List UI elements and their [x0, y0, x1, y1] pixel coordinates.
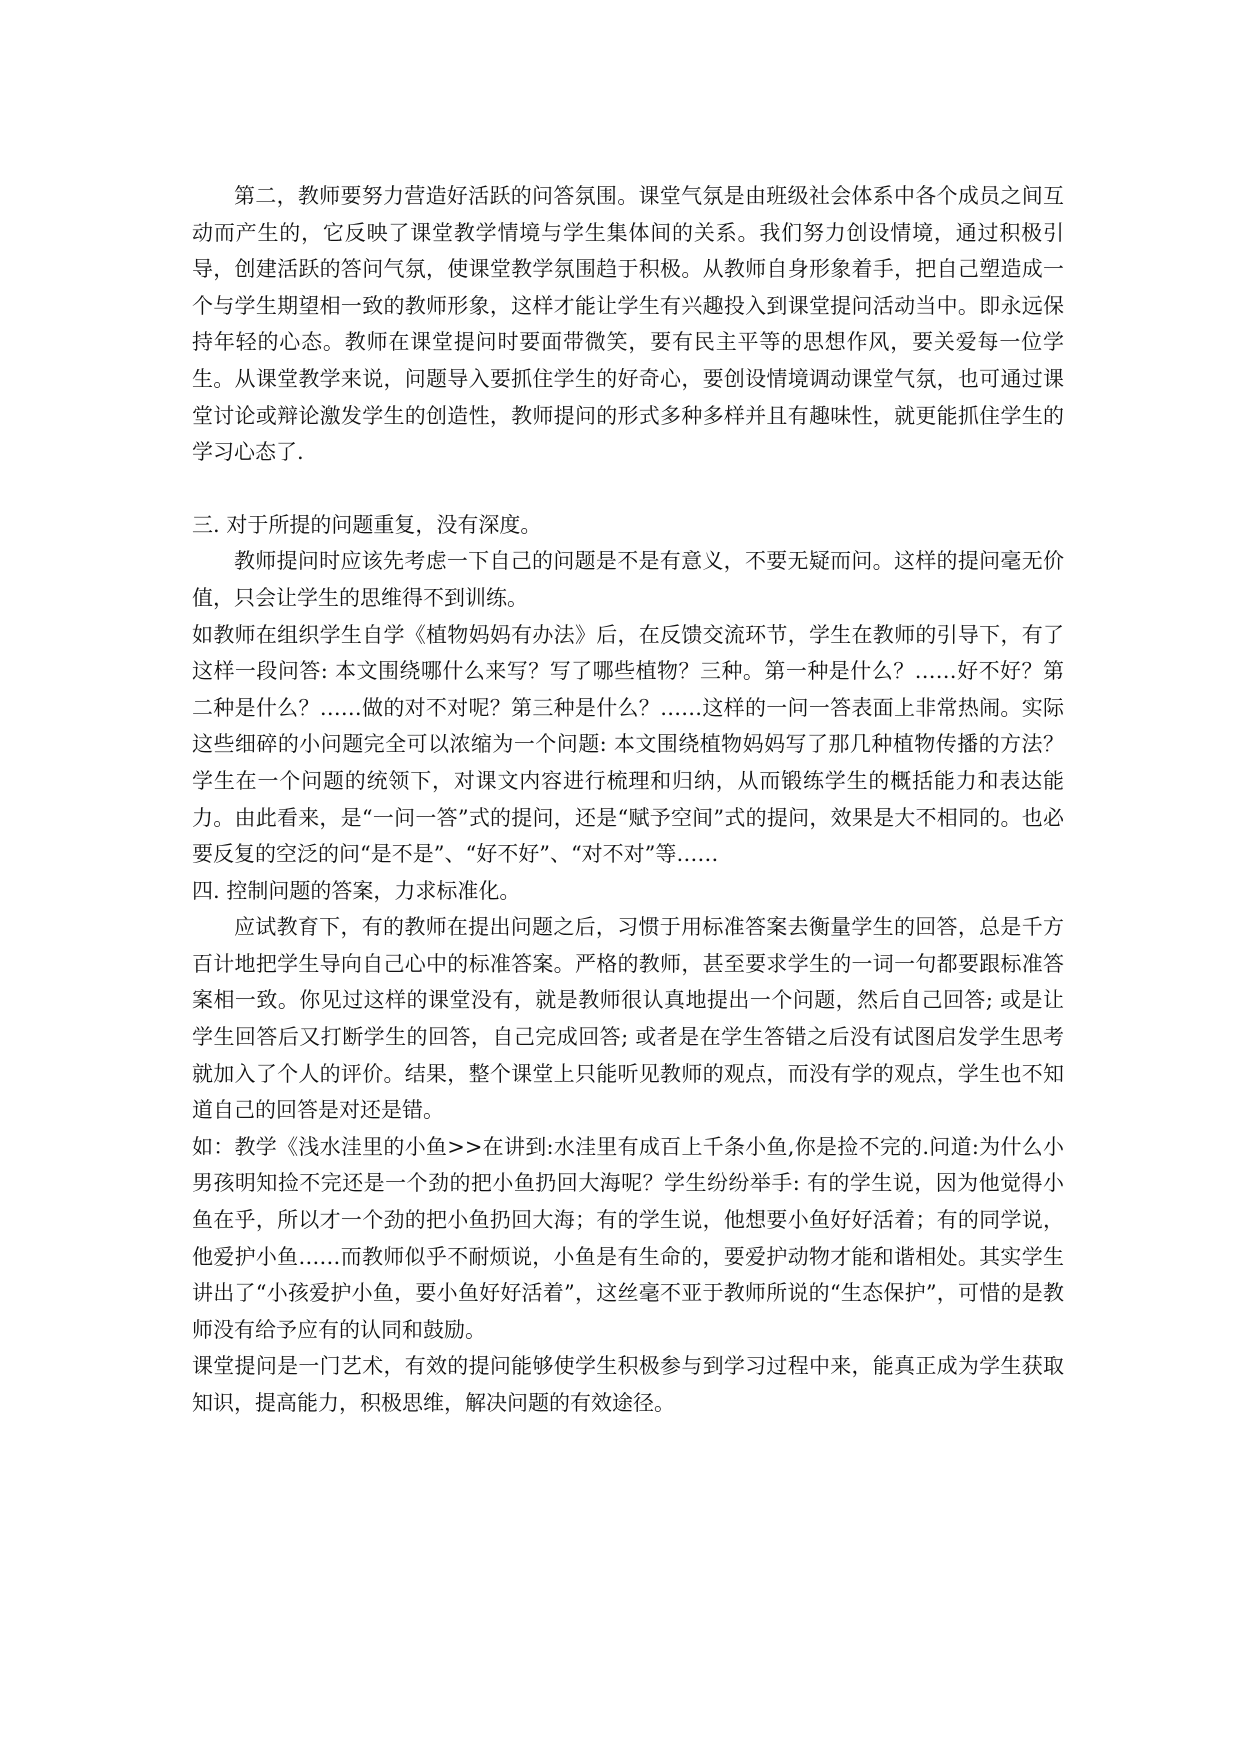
section-heading-four: 四. 控制问题的答案，力求标准化。	[192, 878, 521, 903]
paragraph-meaningful-questions: 教师提问时应该先考虑一下自己的问题是不是有意义，不要无疑而问。这样的提问毫无价值，只会让学生的思维得不到训练。	[192, 549, 1064, 610]
section-heading-three: 三. 对于所提的问题重复，没有深度。	[192, 512, 542, 537]
document-body	[192, 178, 1064, 1422]
paragraph-spacer	[192, 471, 1064, 507]
paragraph-fish-example: 如：教学《浅水洼里的小鱼>>在讲到:水洼里有成百上千条小鱼,你是捡不完的.问道:为什么小男孩明知捡不完还是一个劲的把小鱼扔回大海呢？学生纷纷举手: 有的学生说，因为他觉得小鱼在乎，所以才一个劲的把小鱼扔回大海；有的学生说，他想要小鱼好好活着；有的同学说，他爱护小鱼……而教师似乎不耐烦说，小鱼是有生命的，要爱护动物才能和谐相处。其实学生讲出了“小孩爱护小鱼，要小鱼好好活着”，这丝毫不亚于教师所说的“生态保护”，可惜的是教师没有给予应有的认同和鼓励。	[192, 1134, 1064, 1342]
paragraph-plant-example: 如教师在组织学生自学《植物妈妈有办法》后，在反馈交流环节，学生在教师的引导下，有了这样一段问答: 本文围绕哪什么来写？写了哪些植物？三种。第一种是什么？……好不好？第二种是什么？……做的对不对呢？第三种是什么？……这样的一问一答表面上非常热闹。实际这些细碎的小问题完全可以浓缩为一个问题: 本文围绕植物妈妈写了那几种植物传播的方法？学生在一个问题的统领下，对课文内容进行梳理和归纳，从而锻练学生的概括能力和表达能力。由此看来，是“一问一答”式的提问，还是“赋予空间”式的提问，效果是大不相同的。也必要反复的空泛的问“是不是”、“好不好”、“对不对”等……	[192, 622, 1064, 867]
paragraph-standard-answers: 应试教育下，有的教师在提出问题之后，习惯于用标准答案去衡量学生的回答，总是千方百计地把学生导向自己心中的标准答案。严格的教师，甚至要求学生的一词一句都要跟标准答案相一致。你见过这样的课堂没有，就是教师很认真地提出一个问题，然后自己回答; 或是让学生回答后又打断学生的回答，自己完成回答; 或者是在学生答错之后没有试图启发学生思考就加入了个人的评价。结果，整个课堂上只能听见教师的观点，而没有学的观点，学生也不知道自己的回答是对还是错。	[192, 915, 1064, 1123]
paragraph-atmosphere: 第二，教师要努力营造好活跃的问答氛围。课堂气氛是由班级社会体系中各个成员之间互动而产生的，它反映了课堂教学情境与学生集体间的关系。我们努力创设情境，通过积极引导，创建活跃的答问气氛，使课堂教学氛围趋于积极。从教师自身形象着手，把自己塑造成一个与学生期望相一致的教师形象，这样才能让学生有兴趣投入到课堂提问活动当中。即永远保持年轻的心态。教师在课堂提问时要面带微笑，要有民主平等的思想作风，要关爱每一位学生。从课堂教学来说，问题导入要抓住学生的好奇心，要创设情境调动课堂气氛，也可通过课堂讨论或辩论激发学生的创造性，教师提问的形式多种多样并且有趣味性，就更能抓住学生的学习心态了.	[192, 184, 1064, 465]
paragraph-conclusion: 课堂提问是一门艺术，有效的提问能够使学生积极参与到学习过程中来，能真正成为学生获取知识，提高能力，积极思维，解决问题的有效途径。	[192, 1354, 1064, 1415]
